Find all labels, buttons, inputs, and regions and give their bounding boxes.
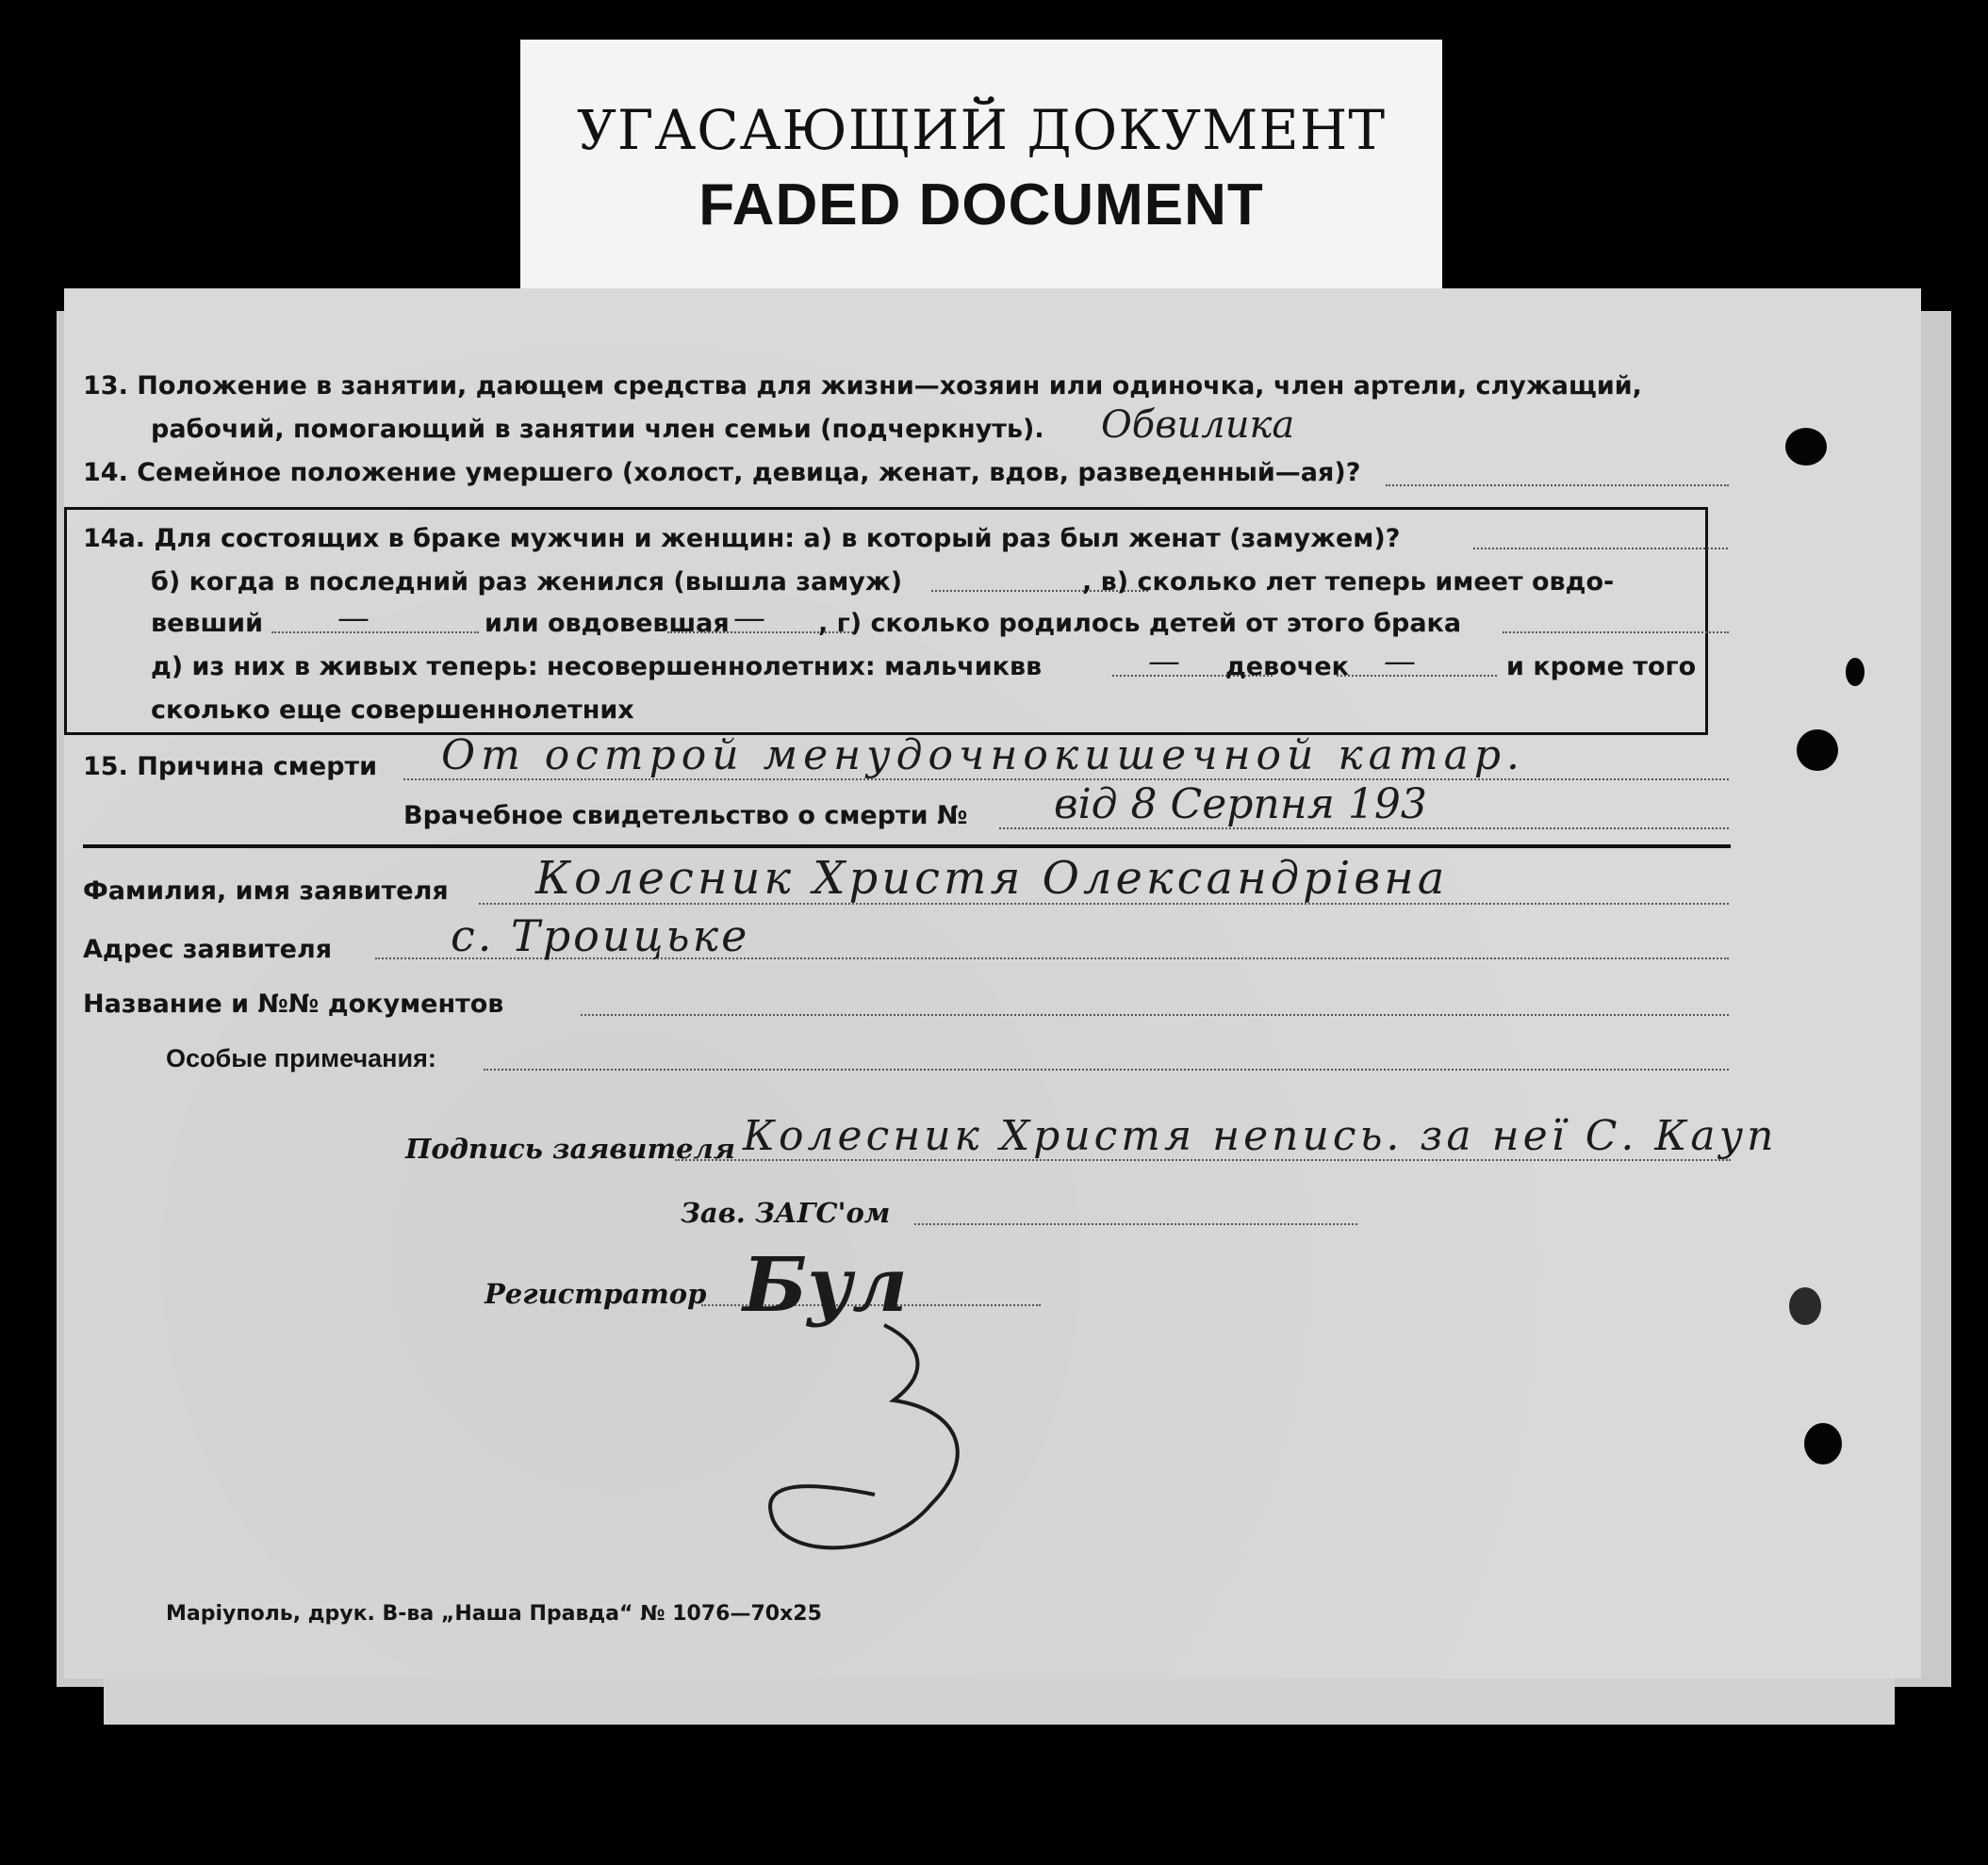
- q14a-line3a: вевший: [151, 609, 263, 638]
- q14a-girls-dash: —: [1384, 643, 1416, 680]
- q14a-line4b: девочек: [1225, 652, 1349, 681]
- med-cert-label: Врачебное свидетельство о смерти №: [403, 801, 968, 830]
- punch-hole: [1846, 658, 1865, 686]
- q14-answer-blank: [1386, 484, 1729, 486]
- documents-line: [581, 1014, 1729, 1016]
- q13-line1: 13. Положение в занятии, дающем средства для жизни—хозяин или одиночка, член артели, служащий,: [83, 371, 1642, 401]
- applicant-name-answer: Колесник Христя Олександрівна: [535, 852, 1449, 905]
- q14a-line4c: и кроме того: [1506, 652, 1697, 681]
- punch-hole: [1785, 428, 1827, 466]
- med-cert-answer: від 8 Серпня 193: [1054, 780, 1427, 828]
- q14a-line4a: д) из них в живых теперь: несовершеннолетних: мальчиквв: [151, 652, 1043, 681]
- notes-label: Особые примечания:: [166, 1044, 436, 1072]
- printer-footer: Маріуполь, друк. В-ва „Наша Правда“ № 1076—70х25: [166, 1602, 822, 1626]
- q14a-line2a: б) когда в последний раз женился (вышла замуж): [151, 567, 903, 597]
- punch-hole: [1789, 1287, 1821, 1325]
- stamp-text-english: FADED DOCUMENT: [698, 172, 1264, 237]
- q14a-blank-times-married: [1473, 548, 1728, 549]
- q14a-line1: 14а. Для состоящих в браке мужчин и женщин: а) в который раз был женат (замужем)?: [83, 524, 1401, 553]
- q13-answer: Обвилика: [1101, 403, 1295, 447]
- punch-hole: [1804, 1423, 1842, 1464]
- zags-line: [914, 1223, 1357, 1225]
- signature-label: Подпись заявителя: [405, 1133, 735, 1165]
- documents-label: Название и №№ документов: [83, 990, 504, 1019]
- q14a-line5: сколько еще совершеннолетних: [151, 695, 634, 725]
- form-card: [64, 288, 1921, 1678]
- zags-label: Зав. ЗАГС'ом: [681, 1197, 891, 1229]
- q15-answer: От острой менудочнокишечной катар.: [441, 731, 1525, 779]
- section-divider: [83, 844, 1731, 848]
- q14a-line3b: или овдовевшая: [485, 609, 730, 638]
- q14a-boys-dash: —: [1148, 643, 1180, 680]
- applicant-name-label: Фамилия, имя заявителя: [83, 876, 449, 906]
- faded-document-stamp: [520, 40, 1442, 294]
- q14a-blank-girls: [1337, 675, 1497, 677]
- q14a-line3c: , г) сколько родилось детей от этого брака: [818, 609, 1462, 638]
- registrar-signature-flourish: [743, 1316, 1120, 1598]
- q14a-blank-children-born: [1503, 631, 1729, 633]
- applicant-address-answer: с. Троицьке: [451, 910, 750, 961]
- q14a-line2b: , в) сколько лет теперь имеет овдо-: [1082, 567, 1615, 597]
- q14a-widow-dash: —: [733, 599, 765, 637]
- registrar-signature: Бул: [743, 1240, 908, 1329]
- q13-line2: рабочий, помогающий в занятии член семьи (подчеркнуть).: [151, 415, 1044, 444]
- q14-line: 14. Семейное положение умершего (холост, девица, женат, вдов, разведенный—ая)?: [83, 458, 1361, 487]
- punch-hole: [1797, 729, 1838, 771]
- signature-answer: Колесник Христя непись. за неї С. Кауп: [743, 1112, 1778, 1160]
- q14a-blank-widower: [271, 631, 479, 633]
- q15-label: 15. Причина смерти: [83, 752, 378, 781]
- q14a-widower-dash: —: [337, 599, 370, 637]
- registrar-label: Регистратор: [485, 1278, 707, 1310]
- stamp-text-russian: УГАСАЮЩИЙ ДОКУМЕНТ: [576, 98, 1387, 162]
- applicant-address-label: Адрес заявителя: [83, 935, 333, 964]
- notes-line: [484, 1069, 1729, 1071]
